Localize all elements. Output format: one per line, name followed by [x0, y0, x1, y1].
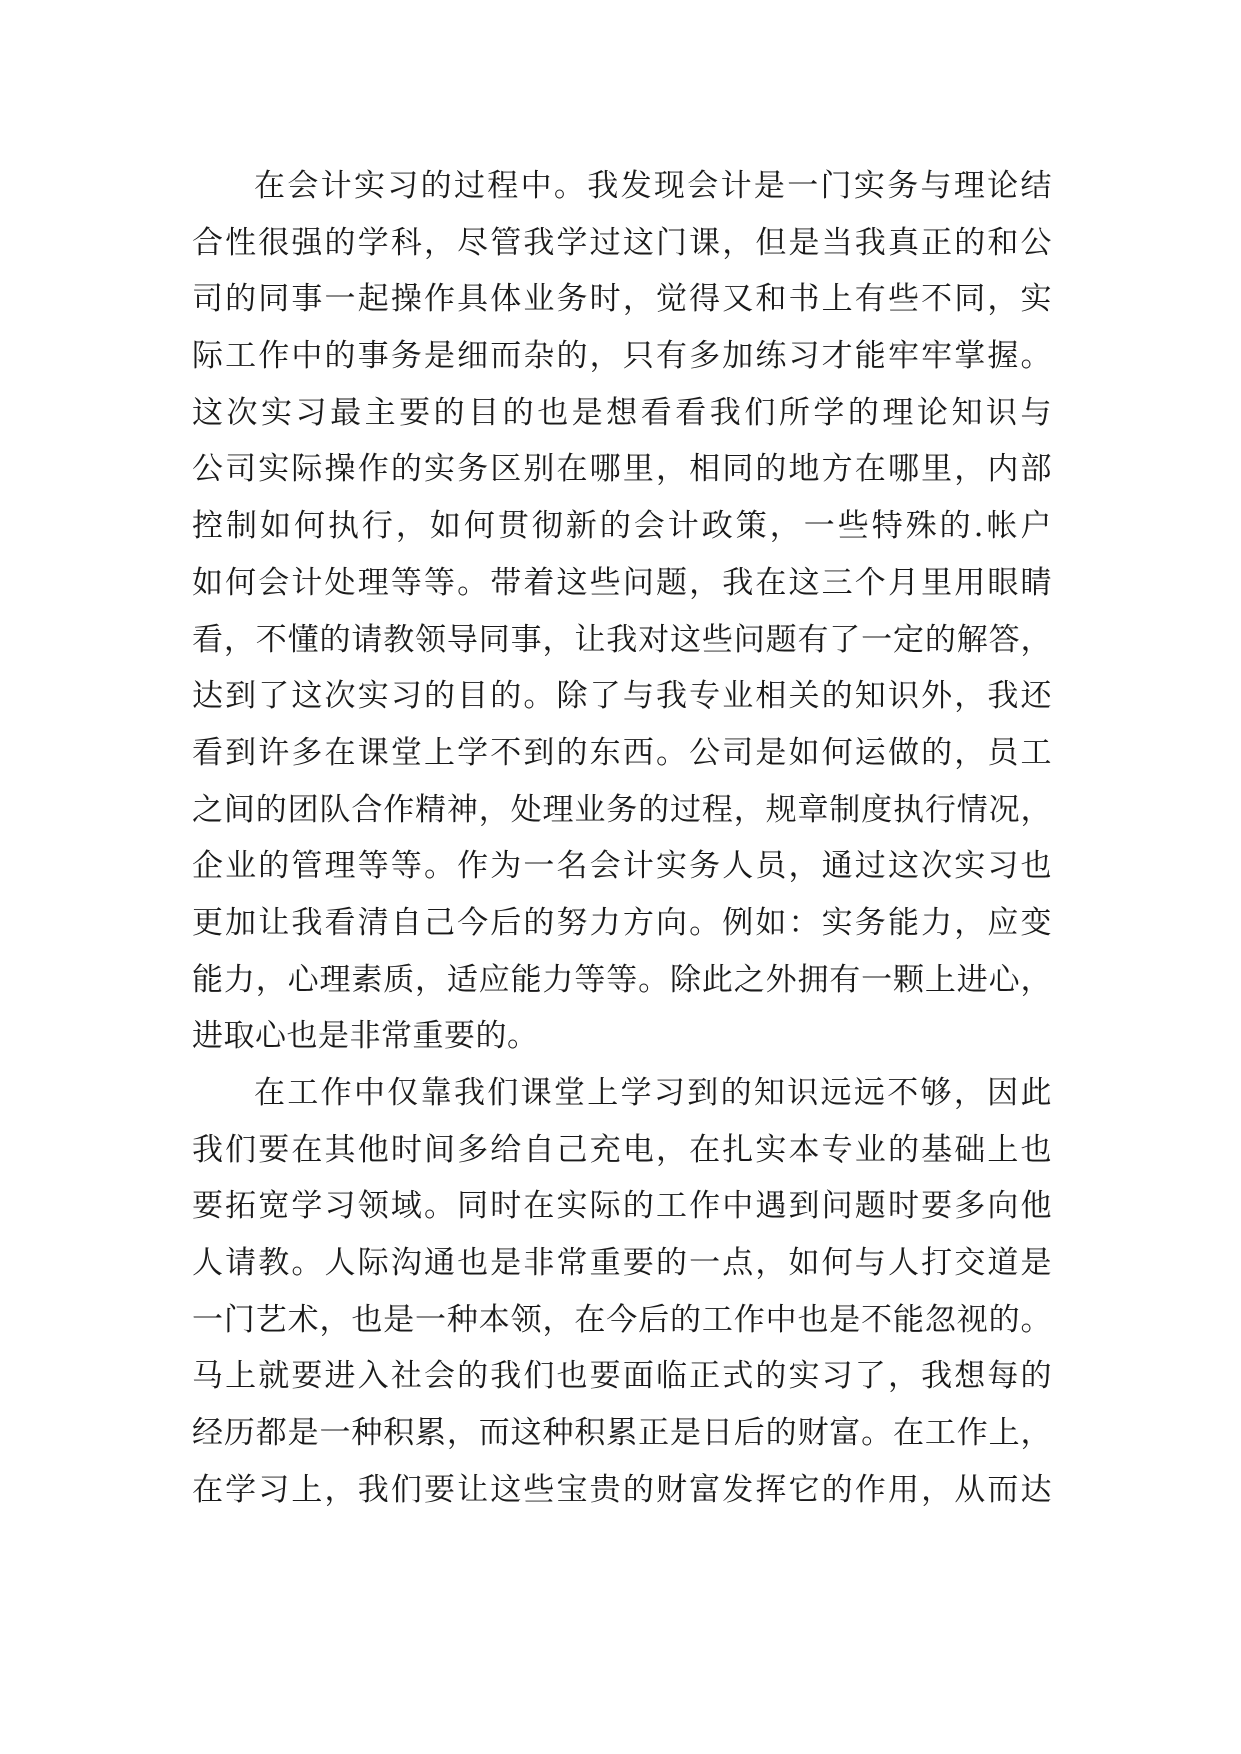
text-line: 在会计实习的过程中。我发现会计是一门实务与理论结 [254, 168, 1052, 204]
text-line: 人请教。人际沟通也是非常重要的一点，如何与人打交道是 [192, 1245, 1052, 1282]
text-line: 如何会计处理等等。带着这些问题，我在这三个月里用眼睛 [192, 564, 1052, 601]
text-line: 能力，心理素质，适应能力等等。除此之外拥有一颗上进心， [192, 961, 1052, 998]
body-text [192, 158, 1052, 1519]
text-line: 达到了这次实习的目的。除了与我专业相关的知识外，我还 [192, 678, 1052, 715]
text-line: 司的同事一起操作具体业务时，觉得又和书上有些不同，实 [192, 281, 1052, 318]
text-line: 合性很强的学科，尽管我学过这门课，但是当我真正的和公 [192, 224, 1052, 261]
text-line: 看，不懂的请教领导同事，让我对这些问题有了一定的解答， [192, 621, 1052, 658]
paragraph-1 [192, 158, 1052, 1065]
text-line: 进取心也是非常重要的。 [192, 1018, 539, 1055]
text-line: 在学习上，我们要让这些宝贵的财富发挥它的作用，从而达 [192, 1471, 1052, 1508]
text-line: 际工作中的事务是细而杂的，只有多加练习才能牢牢掌握。 [192, 338, 1052, 375]
text-line: 马上就要进入社会的我们也要面临正式的实习了，我想每的 [192, 1358, 1052, 1395]
text-line: 一门艺术，也是一种本领，在今后的工作中也是不能忽视的。 [192, 1301, 1052, 1338]
text-line: 控制如何执行，如何贯彻新的会计政策，一些特殊的.帐户 [192, 508, 1052, 545]
text-line: 企业的管理等等。作为一名会计实务人员，通过这次实习也 [192, 848, 1052, 885]
text-line: 更加让我看清自己今后的努力方向。例如：实务能力，应变 [192, 904, 1052, 941]
text-line: 在工作中仅靠我们课堂上学习到的知识远远不够，因此 [254, 1075, 1052, 1111]
text-line: 之间的团队合作精神，处理业务的过程，规章制度执行情况， [192, 791, 1052, 828]
text-line: 经历都是一种积累，而这种积累正是日后的财富。在工作上， [192, 1415, 1052, 1452]
text-line: 这次实习最主要的目的也是想看看我们所学的理论知识与 [192, 394, 1052, 431]
text-line: 公司实际操作的实务区别在哪里，相同的地方在哪里，内部 [192, 451, 1052, 488]
text-line: 我们要在其他时间多给自己充电，在扎实本专业的基础上也 [192, 1131, 1052, 1168]
paragraph-2 [192, 1065, 1052, 1519]
text-line: 看到许多在课堂上学不到的东西。公司是如何运做的，员工 [192, 734, 1052, 771]
text-line: 要拓宽学习领域。同时在实际的工作中遇到问题时要多向他 [192, 1188, 1052, 1225]
